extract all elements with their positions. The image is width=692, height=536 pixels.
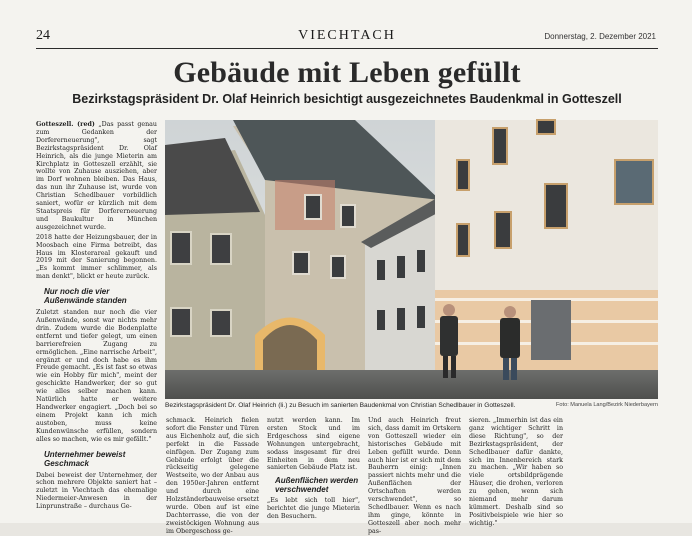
photo-credit: Foto: Manuela Lang/Bezirk Niederbayern <box>556 402 658 408</box>
article-paragraph: 2018 hatte der Heizungsbauer, der in Moosbach eine Firma betreibt, das Haus im Klosterareal gekauft und 2019 mit der Sanierung begonnen. „Es kommt immer schlimmer, als man denkt", blickt er heute zurück. <box>36 233 157 281</box>
article-photo <box>165 120 658 399</box>
article-paragraph: sieren. „Immerhin ist das ein ganz wichtiger Schritt in diese Richtung", so der Bezirkstagspräsident, der Schedlbauer dafür dankte, sich im Innenbereich stark zu machen. „Wir haben so viele ortsbildprägende Häuser, die drohen, verloren zu gehen, wenn sich niemand mehr darum kümmert. Deshalb sind so Positivbeispiele wie hier so wichtig." <box>469 417 563 527</box>
article-subheadline: Bezirkstagspräsident Dr. Olaf Heinrich besichtigt ausgezeichnetes Baudenkmal in Gotteszell <box>72 92 622 106</box>
article-column-3 <box>267 417 360 521</box>
article-paragraph: schmack. Heinrich fielen sofort die Fenster und Türen aus Eichenholz auf, die sich perfekt in die Fassade einfügen. Der Zugang zum Gebäude erfolgt über die rückseitig gelegene Westseite, wo der Anbau aus den 1950er-Jahren entfernt und durch eine Holzständerbauweise ersetzt wurde. Oben auf ist eine Dachterrasse, die von der zweistöckigen Wohnung aus im Obergeschoss ge- <box>166 417 259 535</box>
section-subheading: Nur noch die vier Außenwände standen <box>44 287 127 306</box>
article-paragraph: „Es lebt sich toll hier", berichtet die junge Mieterin den Besuchern. <box>267 497 360 521</box>
article-paragraph: nutzt werden kann. Im ersten Stock und im Erdgeschoss sind eigene Wohnungen untergebracht, sodass insgesamt für drei Einheiten in dem neu sanierten Gebäude Platz ist. <box>267 417 360 472</box>
article-paragraph: Und auch Heinrich freut sich, dass damit im Ortskern von Gotteszell wieder ein historisches Gebäude mit Leben gefüllt wurde. Denn auch hier ist er sich mit dem Bauherrn einig: „Innen passiert nichts mehr und die Außenflächen der Ortschaften werden verschwendet", so Schedlbauer. Wenn es nach ihm ginge, könnte in Gotteszell aber noch mehr pas- <box>368 417 461 535</box>
article-column-5 <box>469 417 563 527</box>
article-paragraph: Gotteszell. (red) „Das passt genau zum Gedanken der Dorfererneuerung", sagt Bezirkstagspräsident Dr. Olaf Heinrich, als die junge Mieterin am Kirchplatz in Gotteszell erzählt, sie wollte von Zuhause ausziehen, aber im Dorf wohnen bleiben. Das Haus, das nun ihr Zuhause ist, wurde von Christian Schedlbauer vorbildlich saniert, wofür er kürzlich mit dem Staatspreis für Dorfererneuerung und Baukultur in München ausgezeichnet wurde. <box>36 121 157 231</box>
article-column-2 <box>166 417 259 535</box>
page-header <box>36 28 658 49</box>
article-dateline: Gotteszell. (red) <box>36 121 95 128</box>
page-number: 24 <box>36 28 50 43</box>
article-paragraph: Dabei beweist der Unternehmer, der schon mehrere Objekte saniert hat – zuletzt in Viechtach das ehemalige Niedermeier-Anwesen in der Linprunstraße – durchaus Ge- <box>36 471 157 511</box>
section-subheading: Außenflächen werden verschwendet <box>275 476 359 495</box>
section-subheading: Unternehmer beweist Geschmack <box>44 449 126 468</box>
caption-text: Bezirkstagspräsident Dr. Olaf Heinrich (li.) zu Besuch im sanierten Baudenkmal von Christian Schedlbauer in Gotteszell. <box>165 402 516 409</box>
article-column-4 <box>368 417 461 535</box>
newspaper-name: VIECHTACH <box>298 28 396 43</box>
photo-caption <box>165 402 658 409</box>
issue-date: Donnerstag, 2. Dezember 2021 <box>544 32 656 41</box>
article-headline: Gebäude mit Leben gefüllt <box>173 56 521 89</box>
article-column-1 <box>36 121 157 513</box>
article-paragraph: Zuletzt standen nur noch die vier Außenwände, sonst war nichts mehr drin. Zudem wurde die Bodenplatte entfernt und tiefer gelegt, um einen barrierefreien Zugang zu ermöglichen. „Eine narrische Arbeit", ergänzt er und doch habe es ihm Freude gemacht. „Es ist fast so etwas wie ein Hobby für mich", meint der geschickte Handwerker, der so gut wie alles selber machen kann. Natürlich hatte er weitere Handwerker engagiert. „Doch bei so einem Projekt kann ich mich austoben, muss keine Kundenwünsche erfüllen, sondern alles so machen, wie es mir gefällt." <box>36 309 157 443</box>
street-scene-photo <box>165 120 658 399</box>
